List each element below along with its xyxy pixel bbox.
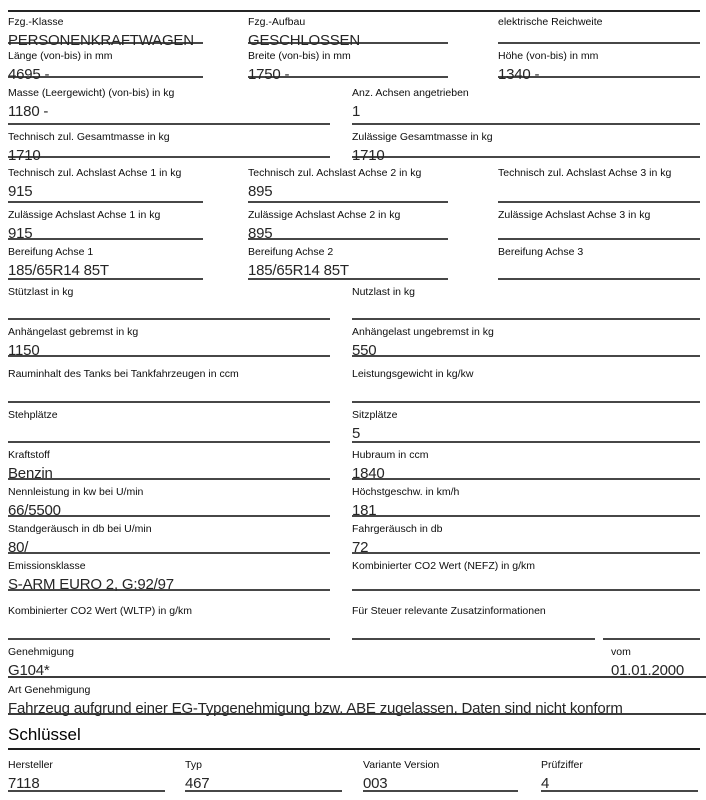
field-anz-achsen-angetrieben-value: 1 <box>352 103 361 120</box>
field-art-genehmigung-value: Fahrzeug aufgrund einer EG-Typgenehmigung bzw. ABE zugelassen, Daten sind nicht konform <box>8 700 623 717</box>
field-emissionsklasse <box>8 554 330 591</box>
field-breite-label: Breite (von-bis) in mm <box>248 50 351 62</box>
field-fahrgeraeusch-value: 72 <box>352 539 369 556</box>
field-masse-label: Masse (Leergewicht) (von-bis) in kg <box>8 87 175 99</box>
form-row <box>8 158 706 203</box>
field-zul-gesamtmasse <box>352 125 700 164</box>
field-fzg-klasse <box>8 12 203 49</box>
field-tech-zul-achslast-1-value: 915 <box>8 183 33 200</box>
field-nennleistung-value: 66/5500 <box>8 502 61 519</box>
field-art-genehmigung-label: Art Genehmigung <box>8 684 91 696</box>
field-nennleistung-label: Nennleistung in kw bei U/min <box>8 486 144 498</box>
field-co2-nefz <box>352 554 700 591</box>
field-tech-zul-gesamtmasse <box>8 125 330 164</box>
field-nennleistung <box>8 480 330 517</box>
field-sitzplaetze-label: Sitzplätze <box>352 409 398 421</box>
field-genehmigung-vom <box>603 640 700 679</box>
field-steuer-zusatzinfo-label: Für Steuer relevante Zusatzinformationen <box>352 605 546 617</box>
form-row <box>8 517 706 554</box>
field-tech-zul-achslast-2 <box>248 158 448 203</box>
field-fzg-aufbau <box>248 12 448 49</box>
field-laenge-value: 4695 - <box>8 66 50 83</box>
field-hoehe-value: 1340 - <box>498 66 540 83</box>
field-tech-zul-achslast-3-label: Technisch zul. Achslast Achse 3 in kg <box>498 167 672 179</box>
field-kraftstoff-label: Kraftstoff <box>8 449 50 461</box>
field-zul-achslast-1-value: 915 <box>8 225 33 242</box>
field-sitzplaetze <box>352 403 700 443</box>
rule-gap <box>595 638 603 640</box>
field-anhaengelast-ungebremst <box>352 320 700 357</box>
field-bereifung-2-label: Bereifung Achse 2 <box>248 246 334 258</box>
field-genehmigung-value: G104* <box>8 662 50 679</box>
field-tech-zul-achslast-3 <box>498 158 700 203</box>
field-zul-achslast-3-label: Zulässige Achslast Achse 3 in kg <box>498 209 651 221</box>
field-tech-zul-achslast-3-value <box>498 183 700 200</box>
field-stehplaetze-label: Stehplätze <box>8 409 58 421</box>
field-sitzplaetze-value: 5 <box>352 425 361 442</box>
form-row <box>8 480 706 517</box>
field-variante-version-value: 003 <box>363 775 388 792</box>
form-row <box>8 78 706 125</box>
field-bereifung-3-label: Bereifung Achse 3 <box>498 246 584 258</box>
field-nutzlast-label: Nutzlast in kg <box>352 286 416 298</box>
form-row <box>8 44 706 83</box>
field-bereifung-1-label: Bereifung Achse 1 <box>8 246 94 258</box>
form-row <box>8 125 706 164</box>
field-bereifung-2-value: 185/65R14 85T <box>248 262 349 279</box>
field-tech-zul-achslast-1 <box>8 158 203 203</box>
field-zul-achslast-1 <box>8 203 203 240</box>
field-anz-achsen-angetrieben-label: Anz. Achsen angetrieben <box>352 87 469 99</box>
field-pruefziffer-label: Prüfziffer <box>541 759 583 771</box>
field-fzg-klasse-label: Fzg.-Klasse <box>8 16 64 28</box>
field-leistungsgewicht <box>352 357 700 403</box>
top-rule <box>8 0 700 12</box>
field-hersteller <box>8 750 165 792</box>
form-row <box>8 12 706 49</box>
field-laenge <box>8 44 203 83</box>
field-pruefziffer <box>541 750 698 792</box>
field-tech-zul-gesamtmasse-label: Technisch zul. Gesamtmasse in kg <box>8 131 170 143</box>
field-genehmigung-vom-label: vom <box>611 646 631 658</box>
field-rauminhalt-tank <box>8 357 330 403</box>
field-rauminhalt-tank-value <box>8 384 330 401</box>
field-tech-zul-gesamtmasse-value: 1710 <box>8 147 41 164</box>
field-pruefziffer-value: 4 <box>541 775 550 792</box>
field-zul-gesamtmasse-value: 1710 <box>352 147 385 164</box>
field-hersteller-label: Hersteller <box>8 759 53 771</box>
form-row <box>8 750 706 792</box>
field-masse-value: 1180 - <box>8 103 49 120</box>
field-co2-wltp-value <box>8 621 330 638</box>
field-genehmigung-label: Genehmigung <box>8 646 74 658</box>
field-anhaengelast-gebremst <box>8 320 330 357</box>
field-kraftstoff <box>8 443 330 480</box>
field-nutzlast-value <box>352 302 700 319</box>
field-emissionsklasse-label: Emissionsklasse <box>8 560 86 572</box>
field-fahrgeraeusch <box>352 517 700 554</box>
field-variante-version <box>363 750 518 792</box>
field-elektrische-reichweite-label: elektrische Reichweite <box>498 16 603 28</box>
field-bereifung-1-value: 185/65R14 85T <box>8 262 109 279</box>
field-leistungsgewicht-value <box>352 384 700 401</box>
field-hubraum-label: Hubraum in ccm <box>352 449 429 461</box>
field-hersteller-value: 7118 <box>8 775 40 792</box>
field-bereifung-3-value <box>498 262 700 279</box>
field-nutzlast <box>352 280 700 320</box>
field-breite-value: 1750 - <box>248 66 290 83</box>
field-standgeraeusch <box>8 517 330 554</box>
field-zul-achslast-1-label: Zulässige Achslast Achse 1 in kg <box>8 209 161 221</box>
form-row <box>8 443 706 480</box>
field-zul-achslast-2 <box>248 203 448 240</box>
section-heading: Schlüssel <box>8 725 81 744</box>
field-masse <box>8 78 330 125</box>
form-row <box>8 403 706 443</box>
form-row <box>8 640 706 678</box>
field-bereifung-3 <box>498 240 700 280</box>
field-tech-zul-achslast-1-label: Technisch zul. Achslast Achse 1 in kg <box>8 167 182 179</box>
field-hoechstgeschw-value: 181 <box>352 502 377 519</box>
field-zul-achslast-3 <box>498 203 700 240</box>
field-stehplaetze <box>8 403 330 443</box>
field-laenge-label: Länge (von-bis) in mm <box>8 50 113 62</box>
form-row <box>8 591 706 640</box>
field-hoehe-label: Höhe (von-bis) in mm <box>498 50 599 62</box>
field-bereifung-1 <box>8 240 203 280</box>
form-row <box>8 678 706 715</box>
field-rauminhalt-tank-label: Rauminhalt des Tanks bei Tankfahrzeugen in ccm <box>8 368 239 380</box>
field-hubraum <box>352 443 700 480</box>
field-stuetzlast <box>8 280 330 320</box>
field-tech-zul-achslast-2-label: Technisch zul. Achslast Achse 2 in kg <box>248 167 422 179</box>
field-standgeraeusch-value: 80/ <box>8 539 29 556</box>
field-typ <box>185 750 342 792</box>
field-elektrische-reichweite <box>498 12 700 44</box>
field-stuetzlast-label: Stützlast in kg <box>8 286 74 298</box>
field-anhaengelast-ungebremst-label: Anhängelast ungebremst in kg <box>352 326 494 338</box>
field-typ-label: Typ <box>185 759 202 771</box>
field-stuetzlast-value <box>8 302 330 319</box>
field-emissionsklasse-value: S-ARM EURO 2, G:92/97 <box>8 576 174 593</box>
field-stehplaetze-value <box>8 425 330 442</box>
field-tech-zul-achslast-2-value: 895 <box>248 183 273 200</box>
field-fahrgeraeusch-label: Fahrgeräusch in db <box>352 523 443 535</box>
field-hoehe <box>498 44 700 83</box>
field-co2-nefz-label: Kombinierter CO2 Wert (NEFZ) in g/km <box>352 560 536 572</box>
form-row <box>8 357 706 403</box>
field-standgeraeusch-label: Standgeräusch in db bei U/min <box>8 523 152 535</box>
field-anhaengelast-gebremst-value: 1150 <box>8 342 40 359</box>
field-fzg-aufbau-label: Fzg.-Aufbau <box>248 16 306 28</box>
form-row <box>8 240 706 280</box>
field-leistungsgewicht-label: Leistungsgewicht in kg/kw <box>352 368 474 380</box>
field-hoechstgeschw <box>352 480 700 517</box>
field-hoechstgeschw-label: Höchstgeschw. in km/h <box>352 486 460 498</box>
field-co2-wltp-label: Kombinierter CO2 Wert (WLTP) in g/km <box>8 605 192 617</box>
field-steuer-zusatzinfo <box>352 591 700 640</box>
field-anhaengelast-gebremst-label: Anhängelast gebremst in kg <box>8 326 139 338</box>
field-breite <box>248 44 448 83</box>
section-schluessel <box>8 715 700 750</box>
field-zul-gesamtmasse-label: Zulässige Gesamtmasse in kg <box>352 131 493 143</box>
field-art-genehmigung <box>8 678 700 717</box>
form-row <box>8 320 706 357</box>
form-row <box>8 280 706 320</box>
field-kraftstoff-value: Benzin <box>8 465 53 482</box>
field-steuer-zusatzinfo-value <box>352 621 700 638</box>
field-zul-achslast-2-value: 895 <box>248 225 273 242</box>
field-hubraum-value: 1840 <box>352 465 385 482</box>
form-row <box>8 554 706 591</box>
field-genehmigung-vom-value: 01.01.2000 <box>611 662 685 679</box>
field-co2-wltp <box>8 591 330 640</box>
field-zul-achslast-2-label: Zulässige Achslast Achse 2 in kg <box>248 209 401 221</box>
field-genehmigung <box>8 640 595 679</box>
field-anhaengelast-ungebremst-value: 550 <box>352 342 377 359</box>
field-bereifung-2 <box>248 240 448 280</box>
field-variante-version-label: Variante Version <box>363 759 440 771</box>
field-fzg-aufbau-value: GESCHLOSSEN <box>248 32 360 49</box>
field-fzg-klasse-value: PERSONENKRAFTWAGEN <box>8 32 194 49</box>
field-anz-achsen-angetrieben <box>352 78 700 125</box>
form-row <box>8 203 706 240</box>
field-typ-value: 467 <box>185 775 210 792</box>
